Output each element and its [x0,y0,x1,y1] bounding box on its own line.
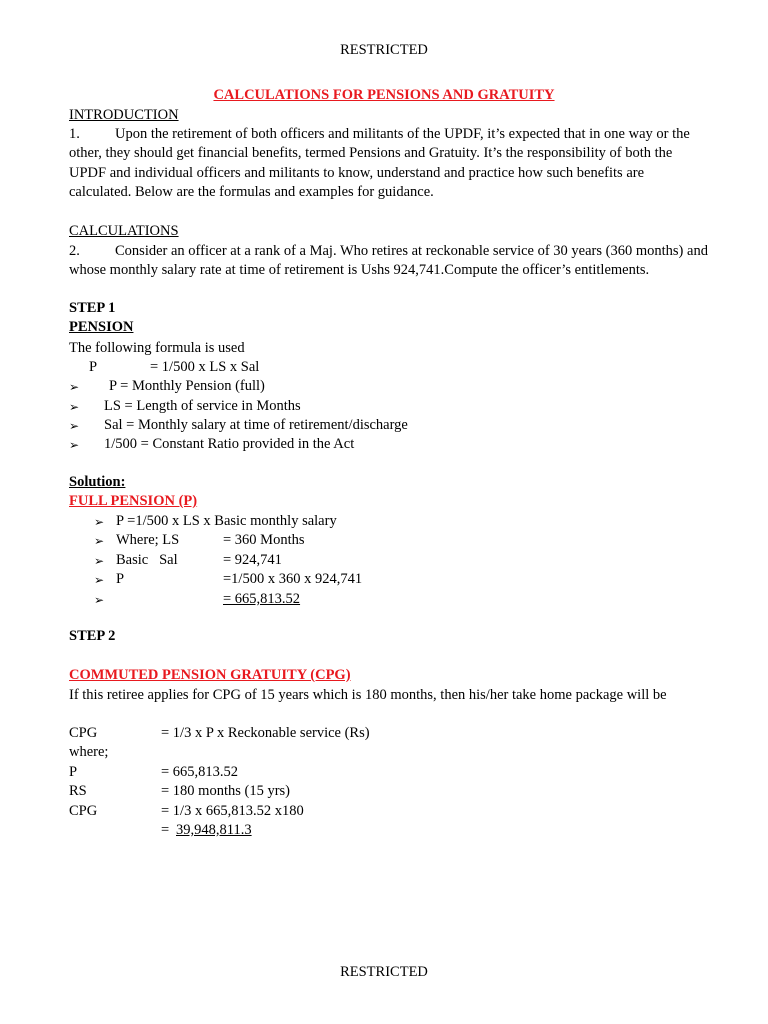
formula-intro: The following formula is used [69,340,245,356]
solution-row-left: P [116,571,125,587]
cpg-row-left: CPG [69,803,98,819]
step2-label: STEP 2 [69,628,116,644]
definition-item: P = Monthly Pension (full) [109,378,265,394]
definition-item: Sal = Monthly salary at time of retirement/discharge [104,417,408,433]
bullet-icon: ➢ [94,573,105,587]
cpg-heading: COMMUTED PENSION GRATUITY (CPG) [69,667,351,683]
solution-row-left: Where; LS [116,532,180,548]
step1-label: STEP 1 [69,300,116,316]
cpg-result-equals: = [161,822,170,838]
intro-heading: INTRODUCTION [69,107,179,123]
formula-rhs: = 1/500 x LS x Sal [150,359,260,375]
bullet-icon: ➢ [94,554,105,568]
bullet-icon: ➢ [69,400,80,414]
formula-lhs: P [89,359,98,375]
intro-paragraph [69,125,709,202]
pension-heading: PENSION [69,319,134,335]
solution-row-right: = 924,741 [223,552,282,568]
document-title: CALCULATIONS FOR PENSIONS AND GRATUITY [213,87,555,103]
full-pension-heading: FULL PENSION (P) [69,493,198,509]
bullet-icon: ➢ [69,380,80,394]
cpg-paragraph: If this retiree applies for CPG of 15 years which is 180 months, then his/her take home package will be [69,687,667,703]
definition-item: LS = Length of service in Months [104,398,301,414]
bullet-icon: ➢ [94,593,105,607]
bullet-icon: ➢ [69,438,80,452]
solution-row-right: = 360 Months [223,532,305,548]
calculations-paragraph [69,242,709,281]
solution-row-left: Basic Sal [116,552,178,568]
cpg-row-left: where; [69,744,109,760]
cpg-row-left: RS [69,783,87,799]
solution-row-left: P =1/500 x LS x Basic monthly salary [116,513,337,529]
calc-text: Consider an officer at a rank of a Maj. Who retires at reckonable service of 30 years (360 months) and whose monthly salary rate at time of retirement is Ushs 924,741.Compute the officer’s entitlements. [69,243,708,279]
cpg-row-left: P [69,764,78,780]
header-restricted: RESTRICTED [340,42,428,58]
full-pension-result: = 665,813.52 [223,591,301,607]
cpg-row-right: = 180 months (15 yrs) [161,783,291,799]
cpg-row-right: = 1/3 x P x Reckonable service (Rs) [161,725,370,741]
calculations-heading: CALCULATIONS [69,223,179,239]
bullet-icon: ➢ [94,515,105,529]
cpg-row-right: = 665,813.52 [161,764,239,780]
calc-number: 2. [69,243,80,259]
cpg-result: 39,948,811.3 [176,822,252,838]
cpg-row-right: = 1/3 x 665,813.52 x180 [161,803,304,819]
cpg-row-left: CPG [69,725,98,741]
intro-number: 1. [69,126,80,142]
solution-label: Solution: [69,474,126,490]
definition-item: 1/500 = Constant Ratio provided in the Act [104,436,355,452]
footer-restricted: RESTRICTED [340,964,428,980]
intro-text: Upon the retirement of both officers and militants of the UPDF, it’s expected that in one way or the other, they should get financial benefits, termed Pensions and Gratuity. It’s the responsibility of both the UPDF and individual officers and militants to know, understand and practice how such benefits are calculated. Below are the formulas and examples for guidance. [69,126,690,200]
bullet-icon: ➢ [69,419,80,433]
solution-row-right: =1/500 x 360 x 924,741 [223,571,363,587]
bullet-icon: ➢ [94,534,105,548]
